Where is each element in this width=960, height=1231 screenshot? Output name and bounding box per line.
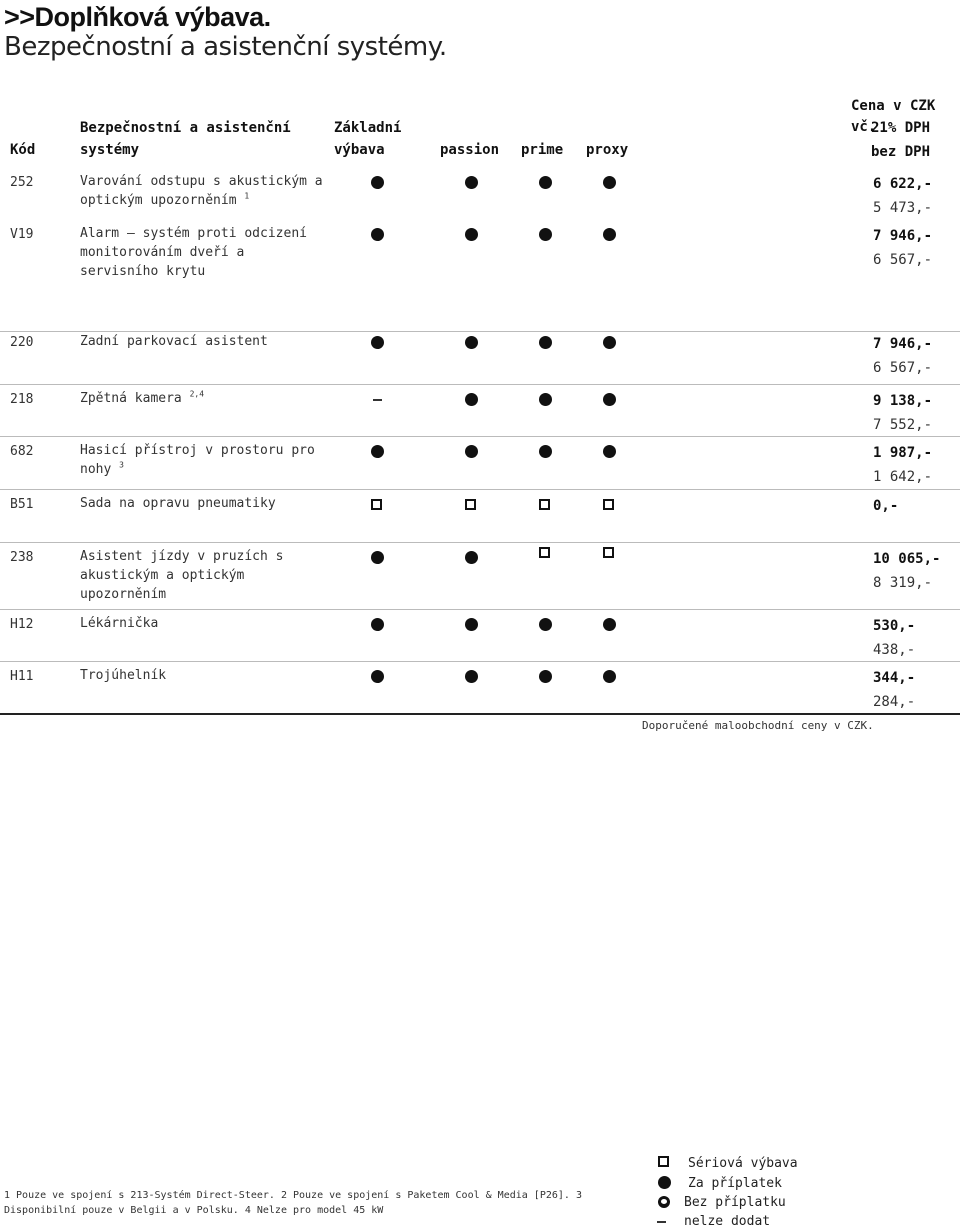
filled-circle-icon xyxy=(371,176,384,189)
row-description-text: Hasicí přístroj v prostoru pro nohy xyxy=(80,443,315,477)
price-with-vat: 6 622,- xyxy=(873,176,933,192)
col-header-base-2: výbava xyxy=(334,142,385,158)
price-without-vat: 6 567,- xyxy=(873,360,933,376)
filled-circle-icon xyxy=(371,228,384,241)
row-description xyxy=(80,494,330,513)
filled-circle-icon xyxy=(603,618,616,631)
col-header-price-3: bez DPH xyxy=(871,144,931,160)
row-description xyxy=(80,332,330,351)
dash-icon xyxy=(657,1221,666,1223)
filled-circle-icon xyxy=(371,551,384,564)
legend-standard: Sériová výbava xyxy=(656,1155,856,1173)
price-without-vat: 6 567,- xyxy=(873,252,933,268)
col-header-desc-2: systémy xyxy=(80,142,140,158)
row-description xyxy=(80,441,330,479)
row-description xyxy=(80,666,330,685)
ring-circle-icon xyxy=(658,1196,670,1208)
price-with-vat: 530,- xyxy=(873,618,916,634)
dash-icon xyxy=(373,399,382,401)
row-code: 238 xyxy=(10,550,34,565)
filled-circle-icon xyxy=(465,336,478,349)
col-header-code: Kód xyxy=(10,142,36,158)
row-divider xyxy=(0,542,960,543)
row-description xyxy=(80,389,330,408)
price-without-vat: 8 319,- xyxy=(873,575,933,591)
row-code: 252 xyxy=(10,175,34,190)
row-description-text: Zadní parkovací asistent xyxy=(80,334,268,349)
filled-circle-icon xyxy=(465,670,478,683)
filled-circle-icon xyxy=(465,445,478,458)
filled-circle-icon xyxy=(465,228,478,241)
row-divider xyxy=(0,436,960,437)
filled-circle-icon xyxy=(658,1176,671,1189)
row-code: 682 xyxy=(10,444,34,459)
filled-circle-icon xyxy=(371,618,384,631)
square-icon xyxy=(539,547,550,558)
square-icon xyxy=(603,499,614,510)
col-header-desc-1: Bezpečnostní a asistenční xyxy=(80,120,291,136)
row-divider xyxy=(0,489,960,490)
row-code: 218 xyxy=(10,392,34,407)
footnote-ref: 3 xyxy=(119,460,124,470)
row-description-text: Varování odstupu s akustickým a optickým upozorněním xyxy=(80,174,323,208)
filled-circle-icon xyxy=(603,176,616,189)
price-with-vat: 9 138,- xyxy=(873,393,933,409)
price-without-vat: 5 473,- xyxy=(873,200,933,216)
legend-free: Bez příplatku xyxy=(656,1194,856,1212)
filled-circle-icon xyxy=(603,336,616,349)
filled-circle-icon xyxy=(465,176,478,189)
table-bottom-rule xyxy=(0,713,960,715)
square-icon xyxy=(371,499,382,510)
price-without-vat: 1 642,- xyxy=(873,469,933,485)
row-code: 220 xyxy=(10,335,34,350)
square-icon xyxy=(658,1156,669,1167)
row-divider xyxy=(0,384,960,385)
row-description xyxy=(80,547,330,604)
price-with-vat: 10 065,- xyxy=(873,551,941,567)
footnote-ref: 1 xyxy=(244,191,250,201)
filled-circle-icon xyxy=(603,393,616,406)
col-header-price-2: 21% DPH xyxy=(871,120,931,136)
row-divider xyxy=(0,609,960,610)
row-code: B51 xyxy=(10,497,34,512)
row-code: H12 xyxy=(10,617,34,632)
filled-circle-icon xyxy=(603,670,616,683)
price-with-vat: 7 946,- xyxy=(873,336,933,352)
square-icon xyxy=(603,547,614,558)
row-code: V19 xyxy=(10,227,34,242)
col-header-passion: passion xyxy=(440,142,500,158)
price-without-vat: 438,- xyxy=(873,642,916,658)
price-with-vat: 0,- xyxy=(873,498,899,514)
row-description-text: Trojúhelník xyxy=(80,668,167,683)
col-header-base-1: Základní xyxy=(334,120,402,136)
filled-circle-icon xyxy=(539,176,552,189)
filled-circle-icon xyxy=(465,618,478,631)
filled-circle-icon xyxy=(371,670,384,683)
price-with-vat: 1 987,- xyxy=(873,445,933,461)
row-code: H11 xyxy=(10,669,34,684)
price-with-vat: 7 946,- xyxy=(873,228,933,244)
filled-circle-icon xyxy=(539,393,552,406)
legend-extra: Za příplatek xyxy=(656,1175,856,1193)
page-subtitle: Bezpečnostní a asistenční systémy. xyxy=(4,32,447,62)
row-description-text: Zpětná kamera xyxy=(80,391,182,406)
filled-circle-icon xyxy=(539,618,552,631)
row-divider xyxy=(0,661,960,662)
col-header-price-1: Cena v CZK vč. xyxy=(851,98,936,135)
square-icon xyxy=(465,499,476,510)
page-title: >>Doplňková výbava. xyxy=(4,2,271,32)
row-description-text: Lékárnička xyxy=(80,616,159,631)
footnote-ref: 2,4 xyxy=(189,389,205,399)
filled-circle-icon xyxy=(603,228,616,241)
col-header-proxy: proxy xyxy=(586,142,629,158)
price-without-vat: 7 552,- xyxy=(873,417,933,433)
filled-circle-icon xyxy=(539,445,552,458)
row-description-text: Asistent jízdy v pruzích s akustickým a optickým upozorněním xyxy=(80,549,284,602)
row-description xyxy=(80,224,330,281)
price-without-vat: 284,- xyxy=(873,694,916,710)
legend-na: nelze dodat xyxy=(656,1213,856,1231)
filled-circle-icon xyxy=(465,551,478,564)
row-description xyxy=(80,172,330,210)
filled-circle-icon xyxy=(465,393,478,406)
footnotes: 1 Pouze ve spojení s 213-Systém Direct-Steer. 2 Pouze ve spojení s Paketem Cool & Media [P26]. 3 Disponibilní pouze v Belgii a v Polsku. 4 Nelze pro model 45 kW xyxy=(4,1190,582,1216)
filled-circle-icon xyxy=(371,336,384,349)
square-icon xyxy=(539,499,550,510)
price-with-vat: 344,- xyxy=(873,670,916,686)
row-description xyxy=(80,614,330,633)
filled-circle-icon xyxy=(539,670,552,683)
price-note: Doporučené maloobchodní ceny v CZK. xyxy=(642,719,874,732)
filled-circle-icon xyxy=(539,336,552,349)
row-description-text: Alarm – systém proti odcizení monitorováním dveří a servisního krytu xyxy=(80,226,307,279)
filled-circle-icon xyxy=(603,445,616,458)
col-header-prime: prime xyxy=(521,142,564,158)
filled-circle-icon xyxy=(371,445,384,458)
filled-circle-icon xyxy=(539,228,552,241)
row-description-text: Sada na opravu pneumatiky xyxy=(80,496,276,511)
